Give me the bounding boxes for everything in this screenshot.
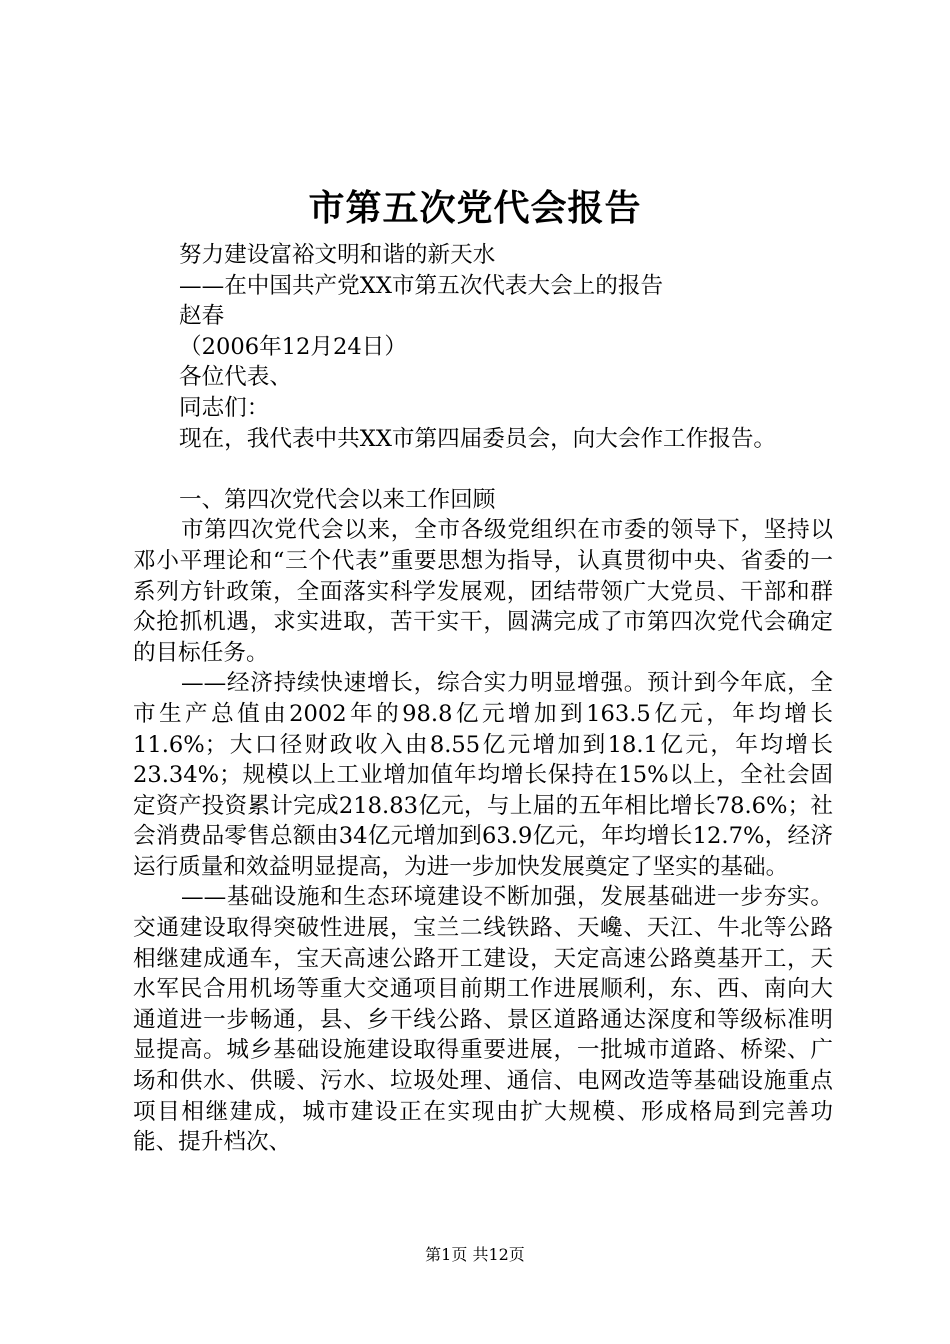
paragraph-infrastructure: ——基础设施和生态环境建设不断加强，发展基础进一步夯实。交通建设取得突破性进展，宝兰二线铁路、天巉、天江、牛北等公路相继建成通车，宝天高速公路开工建设，天定高速公路奠基开工，天水军民合用机场等重大交通项目前期工作进展顺利，东、西、南向大通道进一步畅通，县、乡干线公路、景区道路通达深度和等级标准明显提高。城乡基础设施建设取得重要进展，一批城市道路、桥梁、广场和供水、供暖、污水、垃圾处理、通信、电网改造等基础设施重点项目相继建成，城市建设正在实现由扩大规模、形成格局到完善功能、提升档次、 — [133, 884, 833, 1156]
opening-statement: 现在，我代表中共XX市第四届委员会，向大会作工作报告。 — [179, 425, 777, 452]
salutation-comrades: 同志们： — [179, 394, 270, 421]
blank-line — [133, 454, 833, 485]
salutation-delegates: 各位代表、 — [179, 364, 292, 391]
section-heading: 一、第四次党代会以来工作回顾 — [179, 486, 496, 513]
document-body — [133, 240, 833, 1158]
subtitle-occasion: ——在中国共产党XX市第五次代表大会上的报告 — [179, 272, 664, 299]
subtitle: 努力建设富裕文明和谐的新天水 — [179, 242, 496, 268]
paragraph-review: 市第四次党代会以来，全市各级党组织在市委的领导下，坚持以邓小平理论和“三个代表”重要思想为指导，认真贯彻中央、省委的一系列方针政策，全面落实科学发展观，团结带领广大党员、干部和群众抢抓机遇，求实进取，苦干实干，圆满完成了市第四次党代会确定的目标任务。 — [133, 517, 833, 666]
author-name: 赵春 — [179, 303, 225, 330]
page-footer: 第1页 共12页 — [425, 1245, 525, 1264]
document-title: 市第五次党代会报告 — [308, 187, 642, 229]
report-date: （2006年12月24日） — [179, 333, 407, 360]
paragraph-economy: ——经济持续快速增长，综合实力明显增强。预计到今年底，全市生产总值由2002年的98.8亿元增加到163.5亿元，年均增长11.6%；大口径财政收入由8.55亿元增加到18.1亿元，年均增长23.34%；规模以上工业增加值年均增长保持在15%以上，全社会固定资产投资累计完成218.83亿元，与上届的五年相比增长78.6%；社会消费品零售总额由34亿元增加到63.9亿元，年均增长12.7%，经济运行质量和效益明显提高，为进一步加快发展奠定了坚实的基础。 — [133, 670, 833, 880]
